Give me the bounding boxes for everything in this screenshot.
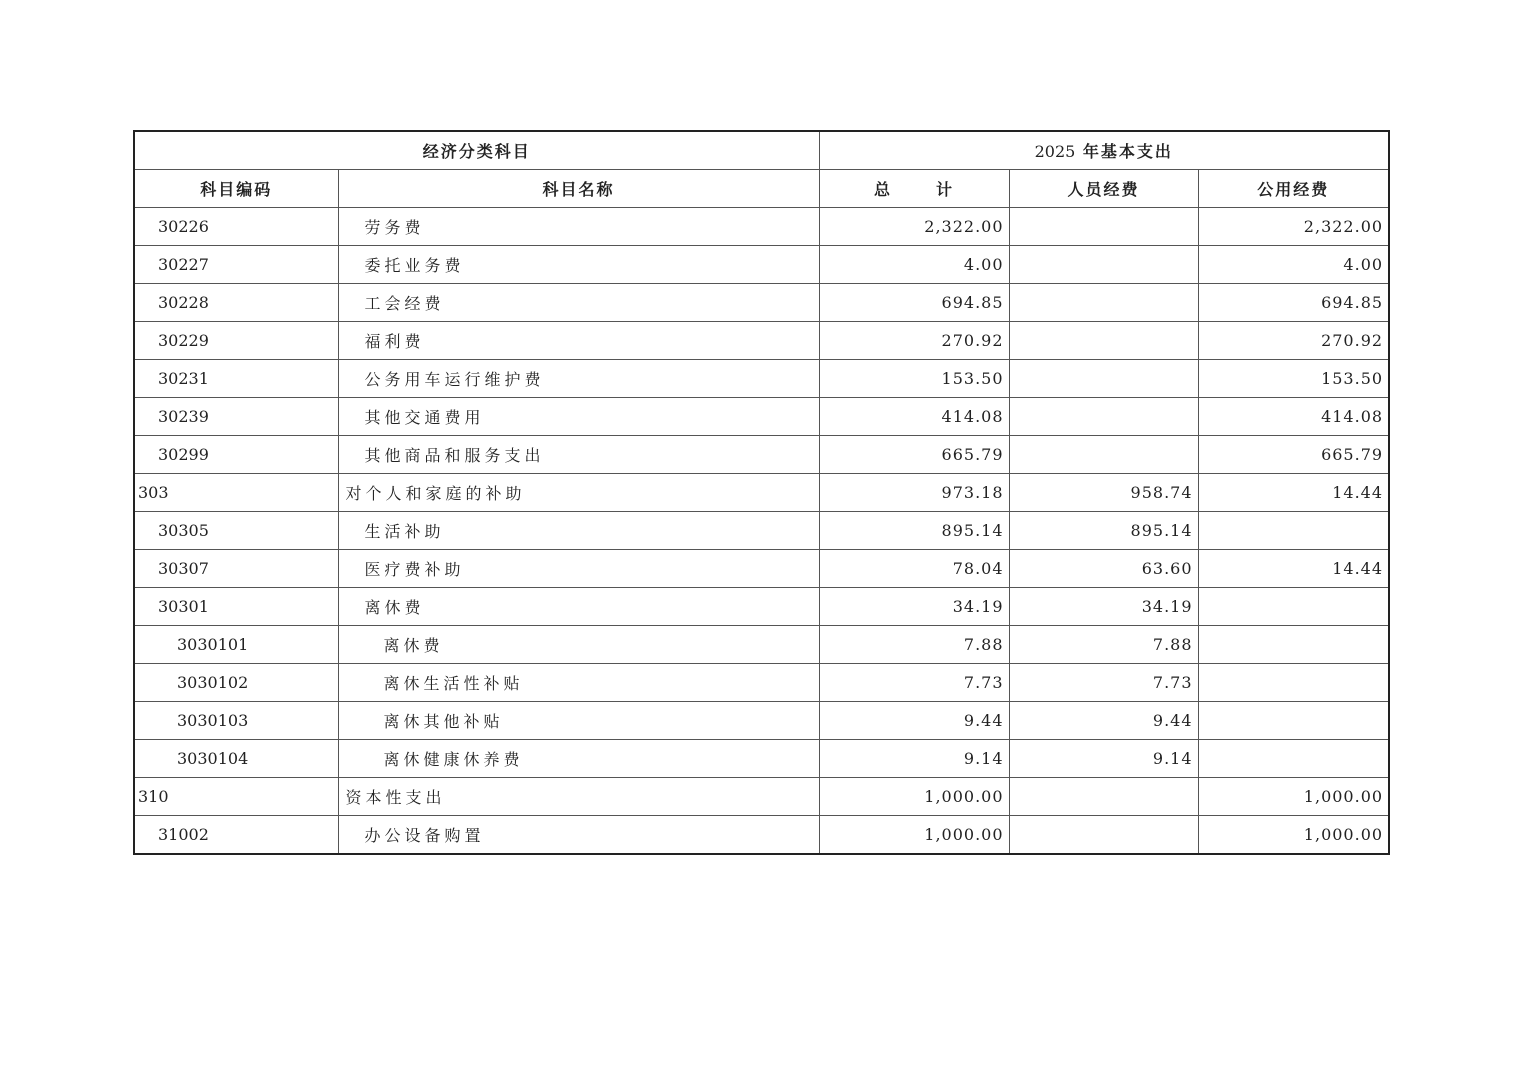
table-row [134, 816, 1389, 855]
total-amount-cell: 9.44 [819, 702, 1009, 740]
subject-code-cell: 30307 [134, 550, 338, 588]
subject-name-cell: 其他商品和服务支出 [338, 436, 819, 474]
subject-code-cell: 310 [134, 778, 338, 816]
subject-code-cell: 30299 [134, 436, 338, 474]
subject-name-cell: 工会经费 [338, 284, 819, 322]
subject-code-cell: 31002 [134, 816, 338, 855]
total-amount-cell: 9.14 [819, 740, 1009, 778]
public-amount-cell: 1,000.00 [1198, 778, 1389, 816]
personnel-amount-cell: 958.74 [1009, 474, 1198, 512]
public-amount-cell: 414.08 [1198, 398, 1389, 436]
personnel-amount-cell [1009, 246, 1198, 284]
total-header-right: 计 [936, 180, 955, 199]
subject-name-cell: 委托业务费 [338, 246, 819, 284]
personnel-amount-cell: 63.60 [1009, 550, 1198, 588]
public-amount-cell: 694.85 [1198, 284, 1389, 322]
public-amount-cell [1198, 702, 1389, 740]
total-amount-cell: 895.14 [819, 512, 1009, 550]
table-row [134, 208, 1389, 246]
personnel-amount-cell [1009, 398, 1198, 436]
public-amount-cell [1198, 626, 1389, 664]
table-header [134, 131, 1389, 208]
table-row [134, 284, 1389, 322]
subject-code-cell: 30227 [134, 246, 338, 284]
subject-name-cell: 其他交通费用 [338, 398, 819, 436]
personnel-amount-cell [1009, 284, 1198, 322]
personnel-amount-cell [1009, 816, 1198, 855]
subject-name-cell: 资本性支出 [338, 778, 819, 816]
personnel-amount-cell [1009, 208, 1198, 246]
personnel-amount-cell [1009, 360, 1198, 398]
subject-name-cell: 办公设备购置 [338, 816, 819, 855]
budget-group-label: 年基本支出 [1082, 142, 1173, 161]
subject-code-cell: 30229 [134, 322, 338, 360]
subject-name-cell: 离休费 [338, 588, 819, 626]
public-amount-cell: 1,000.00 [1198, 816, 1389, 855]
personnel-amount-cell: 895.14 [1009, 512, 1198, 550]
public-amount-cell: 14.44 [1198, 550, 1389, 588]
table-row [134, 626, 1389, 664]
total-amount-cell: 694.85 [819, 284, 1009, 322]
table-row [134, 778, 1389, 816]
table-row [134, 512, 1389, 550]
public-amount-cell: 14.44 [1198, 474, 1389, 512]
subject-name-cell: 公务用车运行维护费 [338, 360, 819, 398]
subject-code-cell: 30228 [134, 284, 338, 322]
public-amount-cell: 2,322.00 [1198, 208, 1389, 246]
code-column-header: 科目编码 [134, 170, 338, 208]
subject-code-cell: 3030102 [134, 664, 338, 702]
table-row [134, 246, 1389, 284]
total-amount-cell: 270.92 [819, 322, 1009, 360]
public-amount-cell: 153.50 [1198, 360, 1389, 398]
total-amount-cell: 1,000.00 [819, 778, 1009, 816]
table-row [134, 740, 1389, 778]
personnel-amount-cell [1009, 436, 1198, 474]
subject-code-cell: 30231 [134, 360, 338, 398]
subject-code-cell: 303 [134, 474, 338, 512]
basic-expenditure-header [819, 131, 1389, 170]
public-amount-cell [1198, 512, 1389, 550]
personnel-amount-cell [1009, 778, 1198, 816]
subject-name-cell: 离休健康休养费 [338, 740, 819, 778]
subject-name-cell: 离休费 [338, 626, 819, 664]
public-amount-cell: 665.79 [1198, 436, 1389, 474]
budget-year: 2025 [1034, 142, 1076, 161]
table-row [134, 702, 1389, 740]
table-row [134, 664, 1389, 702]
personnel-amount-cell: 9.44 [1009, 702, 1198, 740]
subject-code-cell: 30239 [134, 398, 338, 436]
personnel-amount-cell: 7.88 [1009, 626, 1198, 664]
table-row [134, 550, 1389, 588]
subject-name-cell: 医疗费补助 [338, 550, 819, 588]
economic-category-header: 经济分类科目 [134, 131, 819, 170]
public-amount-cell: 270.92 [1198, 322, 1389, 360]
table-row [134, 322, 1389, 360]
total-amount-cell: 34.19 [819, 588, 1009, 626]
public-amount-cell [1198, 664, 1389, 702]
total-amount-cell: 414.08 [819, 398, 1009, 436]
public-amount-cell: 4.00 [1198, 246, 1389, 284]
total-column-header [819, 170, 1009, 208]
public-amount-cell [1198, 740, 1389, 778]
total-amount-cell: 7.73 [819, 664, 1009, 702]
table-row [134, 588, 1389, 626]
personnel-amount-cell: 34.19 [1009, 588, 1198, 626]
total-amount-cell: 78.04 [819, 550, 1009, 588]
table-row [134, 436, 1389, 474]
header-row-group [134, 131, 1389, 170]
public-amount-cell [1198, 588, 1389, 626]
subject-name-cell: 福利费 [338, 322, 819, 360]
total-amount-cell: 4.00 [819, 246, 1009, 284]
subject-code-cell: 30305 [134, 512, 338, 550]
subject-name-cell: 劳务费 [338, 208, 819, 246]
table-row [134, 474, 1389, 512]
personnel-amount-cell [1009, 322, 1198, 360]
personnel-column-header: 人员经费 [1009, 170, 1198, 208]
subject-code-cell: 30301 [134, 588, 338, 626]
table-body [134, 208, 1389, 855]
total-amount-cell: 665.79 [819, 436, 1009, 474]
subject-name-cell: 离休其他补贴 [338, 702, 819, 740]
total-amount-cell: 973.18 [819, 474, 1009, 512]
subject-code-cell: 3030104 [134, 740, 338, 778]
total-header-left: 总 [874, 180, 893, 199]
total-amount-cell: 1,000.00 [819, 816, 1009, 855]
total-amount-cell: 153.50 [819, 360, 1009, 398]
personnel-amount-cell: 9.14 [1009, 740, 1198, 778]
table-row [134, 398, 1389, 436]
total-amount-cell: 2,322.00 [819, 208, 1009, 246]
subject-name-cell: 离休生活性补贴 [338, 664, 819, 702]
table-row [134, 360, 1389, 398]
subject-name-cell: 对个人和家庭的补助 [338, 474, 819, 512]
name-column-header: 科目名称 [338, 170, 819, 208]
header-row-columns [134, 170, 1389, 208]
subject-code-cell: 30226 [134, 208, 338, 246]
subject-name-cell: 生活补助 [338, 512, 819, 550]
budget-expenditure-table [133, 130, 1390, 855]
public-column-header: 公用经费 [1198, 170, 1389, 208]
personnel-amount-cell: 7.73 [1009, 664, 1198, 702]
total-amount-cell: 7.88 [819, 626, 1009, 664]
subject-code-cell: 3030103 [134, 702, 338, 740]
subject-code-cell: 3030101 [134, 626, 338, 664]
